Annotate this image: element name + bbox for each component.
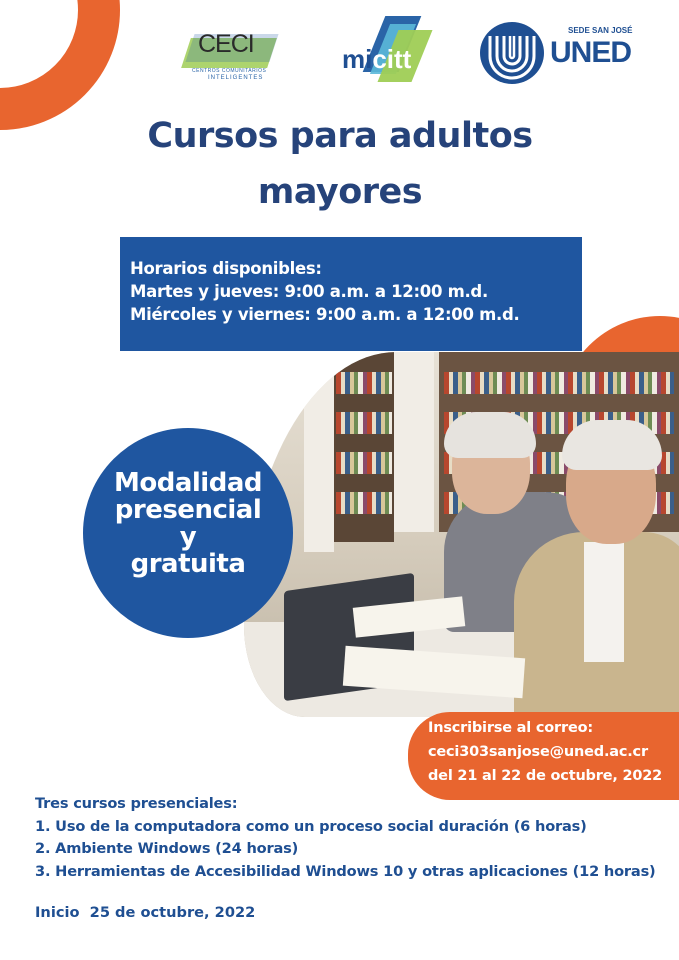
schedule-line: Martes y jueves: 9:00 a.m. a 12:00 m.d. xyxy=(130,282,488,301)
registration-email[interactable]: ceci303sanjose@uned.ac.cr xyxy=(428,744,648,760)
uned-emblem-icon xyxy=(480,22,544,84)
uned-logo: SEDE SAN JOSÉ UNED xyxy=(480,22,642,84)
schedule-heading: Horarios disponibles: xyxy=(130,259,322,278)
course-item: 2. Ambiente Windows (24 horas) xyxy=(35,840,299,857)
seniors-library-photo xyxy=(244,352,679,717)
registration-box xyxy=(408,712,679,800)
registration-label: Inscribirse al correo: xyxy=(428,720,593,736)
page-title: Cursos para adultos mayores xyxy=(147,116,533,212)
course-item: 3. Herramientas de Accesibilidad Windows 10 y otras aplicaciones (12 horas) xyxy=(35,862,656,880)
modality-text: Modalidad presencial y gratuita xyxy=(114,468,262,579)
micitt-logo: micitt xyxy=(340,16,428,84)
decorative-orange-arc xyxy=(0,0,120,130)
ceci-logo: CECI CENTROS COMUNITARIOS INTELIGENTES xyxy=(186,30,278,82)
registration-dates: del 21 al 22 de octubre, 2022 xyxy=(428,768,663,784)
courses-list xyxy=(35,793,656,883)
course-item: 1. Uso de la computadora como un proceso social duración (6 horas) xyxy=(35,817,587,835)
schedule-line: Miércoles y viernes: 9:00 a.m. a 12:00 m.d. xyxy=(130,305,520,324)
start-date: Inicio 25 de octubre, 2022 xyxy=(35,904,256,921)
schedule-box xyxy=(120,237,582,351)
courses-heading: Tres cursos presenciales: xyxy=(35,795,238,812)
